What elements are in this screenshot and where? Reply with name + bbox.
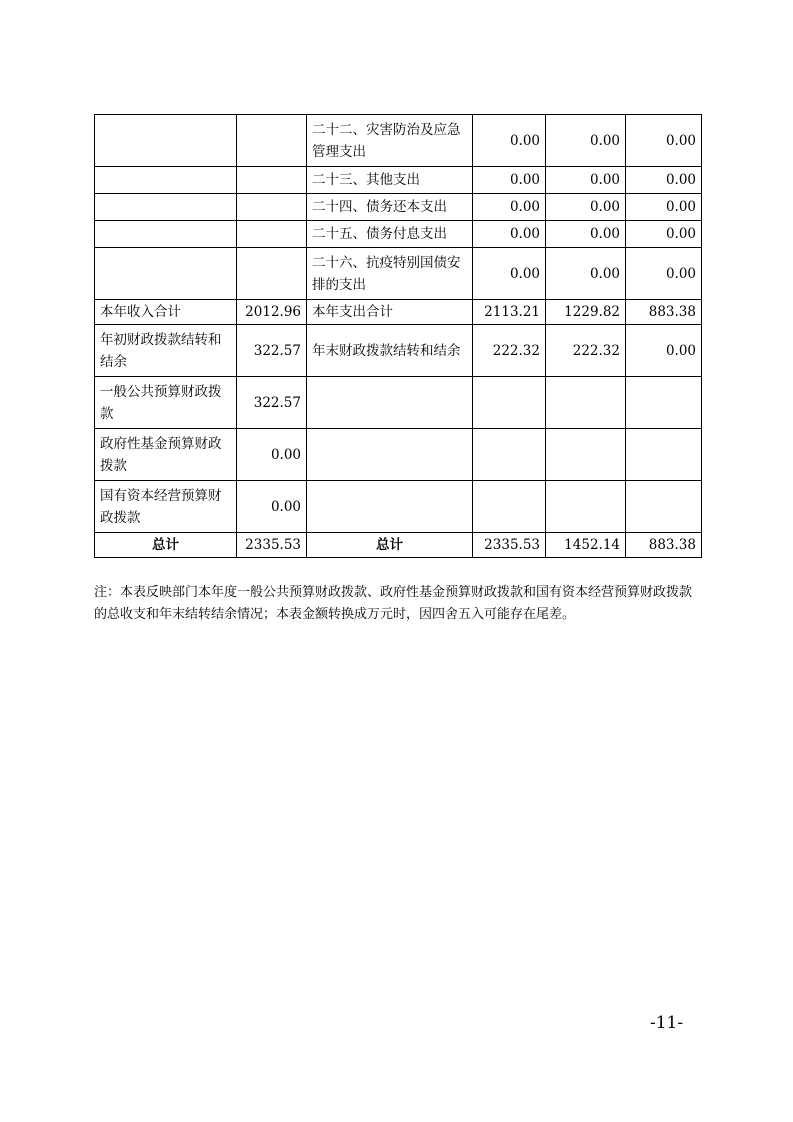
table-cell: 本年支出合计 — [307, 300, 473, 325]
table-cell — [95, 194, 237, 221]
table-cell — [237, 167, 307, 194]
page-number: -11- — [650, 1013, 684, 1033]
table-cell — [546, 377, 626, 429]
table-row — [95, 481, 702, 533]
table-cell: 1452.14 — [546, 533, 626, 558]
table-cell: 0.00 — [626, 221, 702, 248]
table-cell: 0.00 — [546, 221, 626, 248]
table-cell — [95, 248, 237, 300]
budget-table — [94, 114, 702, 558]
table-row-total — [95, 533, 702, 558]
table-cell: 0.00 — [237, 429, 307, 481]
table-cell: 0.00 — [626, 115, 702, 167]
table-cell: 二十四、债务还本支出 — [307, 194, 473, 221]
table-row — [95, 325, 702, 377]
table-cell: 2113.21 — [473, 300, 546, 325]
table-cell: 222.32 — [473, 325, 546, 377]
table-cell: 0.00 — [546, 115, 626, 167]
table-cell: 883.38 — [626, 533, 702, 558]
table-cell: 2335.53 — [237, 533, 307, 558]
table-cell: 国有资本经营预算财政拨款 — [95, 481, 237, 533]
table-cell — [95, 167, 237, 194]
table-cell: 883.38 — [626, 300, 702, 325]
table-cell — [626, 481, 702, 533]
table-row — [95, 377, 702, 429]
table-row — [95, 115, 702, 167]
table-cell — [307, 377, 473, 429]
table-row — [95, 429, 702, 481]
table-cell — [626, 377, 702, 429]
table-cell: 0.00 — [626, 167, 702, 194]
table-cell: 0.00 — [626, 194, 702, 221]
table-row — [95, 194, 702, 221]
table-cell — [237, 248, 307, 300]
table-cell: 222.32 — [546, 325, 626, 377]
table-cell: 二十六、抗疫特别国债安排的支出 — [307, 248, 473, 300]
table-cell: 0.00 — [473, 167, 546, 194]
table-cell: 二十二、灾害防治及应急管理支出 — [307, 115, 473, 167]
table-cell — [237, 115, 307, 167]
table-cell — [473, 377, 546, 429]
table-row — [95, 300, 702, 325]
table-cell: 0.00 — [473, 194, 546, 221]
table-cell: 0.00 — [626, 248, 702, 300]
table-cell: 0.00 — [546, 194, 626, 221]
table-cell: 1229.82 — [546, 300, 626, 325]
table-cell: 0.00 — [546, 248, 626, 300]
table-cell — [307, 429, 473, 481]
table-cell: 本年收入合计 — [95, 300, 237, 325]
table-cell: 0.00 — [473, 221, 546, 248]
table-cell — [626, 429, 702, 481]
table-cell: 总计 — [95, 533, 237, 558]
table-cell — [546, 481, 626, 533]
table-cell: 322.57 — [237, 377, 307, 429]
table-cell: 0.00 — [473, 248, 546, 300]
table-cell: 0.00 — [546, 167, 626, 194]
table-cell: 总计 — [307, 533, 473, 558]
table-cell — [237, 221, 307, 248]
table-row — [95, 221, 702, 248]
table-cell: 2335.53 — [473, 533, 546, 558]
table-row — [95, 167, 702, 194]
table-cell — [95, 115, 237, 167]
table-cell — [473, 481, 546, 533]
table-row — [95, 248, 702, 300]
table-note: 注：本表反映部门本年度一般公共预算财政拨款、政府性基金预算财政拨款和国有资本经营预算财政拨款的总收支和年末结转结余情况；本表金额转换成万元时，因四舍五入可能存在尾差。 — [94, 585, 693, 622]
table-cell: 年末财政拨款结转和结余 — [307, 325, 473, 377]
table-cell — [473, 429, 546, 481]
table-cell — [237, 194, 307, 221]
table-cell — [307, 481, 473, 533]
table-cell — [95, 221, 237, 248]
table-cell: 政府性基金预算财政拨款 — [95, 429, 237, 481]
table-cell: 0.00 — [237, 481, 307, 533]
table-cell: 0.00 — [473, 115, 546, 167]
table-cell: 一般公共预算财政拨款 — [95, 377, 237, 429]
table-cell: 322.57 — [237, 325, 307, 377]
table-cell: 2012.96 — [237, 300, 307, 325]
table-cell — [546, 429, 626, 481]
table-cell: 0.00 — [626, 325, 702, 377]
table-cell: 二十三、其他支出 — [307, 167, 473, 194]
table-cell: 二十五、债务付息支出 — [307, 221, 473, 248]
table-cell: 年初财政拨款结转和结余 — [95, 325, 237, 377]
